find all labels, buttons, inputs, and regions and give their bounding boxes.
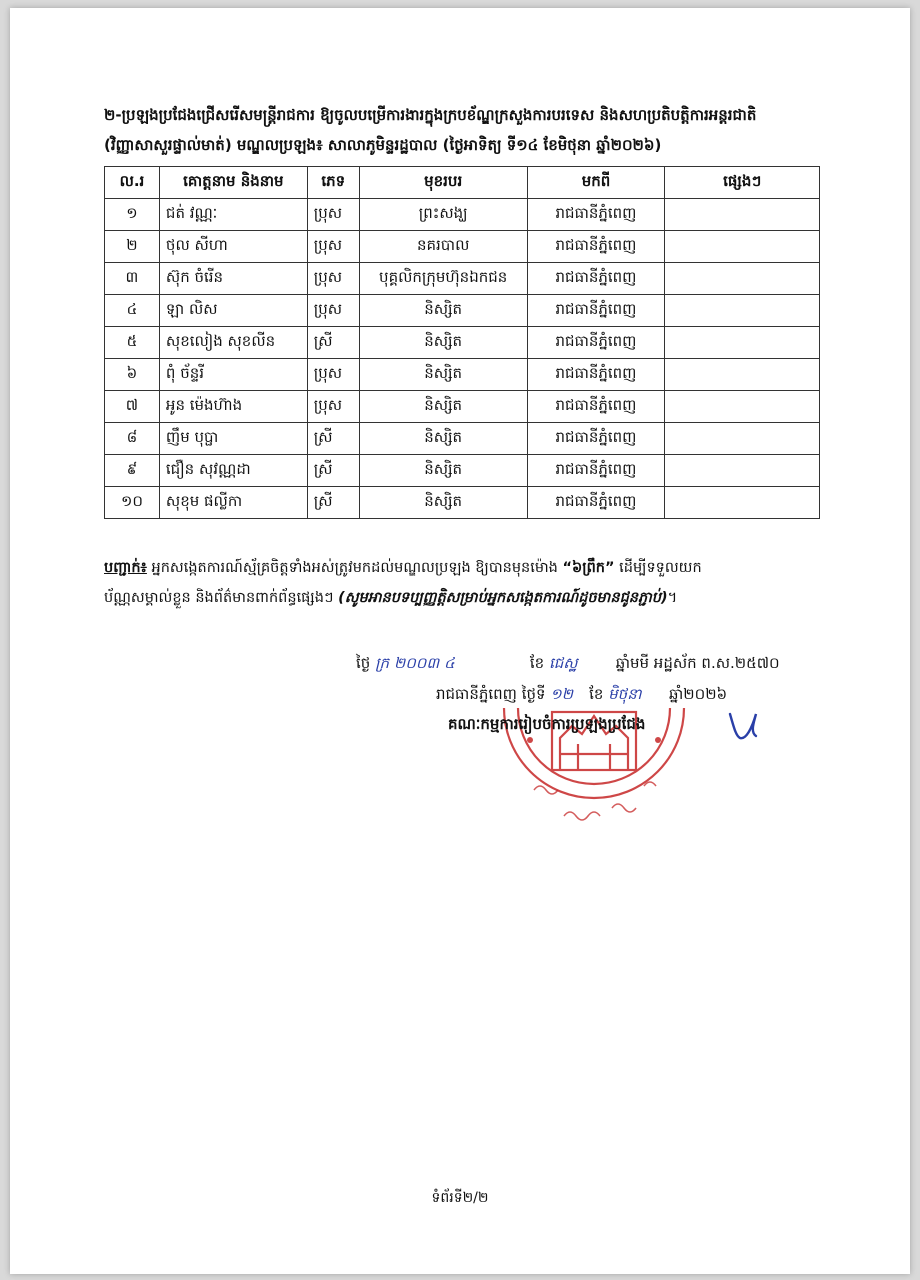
cell-name: ពុំ ច័ន្ទរី xyxy=(159,359,307,391)
handwritten-signature xyxy=(726,708,766,744)
cell-occupation: ព្រះសង្ឃ xyxy=(359,199,527,231)
cell-other xyxy=(665,423,820,455)
cell-no: ៤ xyxy=(105,295,160,327)
cell-other xyxy=(665,231,820,263)
lunar-day-label: ថ្ងៃ xyxy=(356,654,371,672)
candidate-table xyxy=(104,166,820,519)
date-year: ឆ្នាំ២០២៦ xyxy=(668,685,728,703)
cell-from: រាជធានីភ្នំពេញ xyxy=(527,391,665,423)
table-row xyxy=(105,455,820,487)
note-line2: ប័ណ្ណសម្គាល់ខ្លួន និងព័ត៌មានពាក់ព័ន្ធផ្សេងៗ xyxy=(104,590,339,606)
lunar-month-label: ខែ xyxy=(529,654,545,672)
lunar-day-handwritten: ក្រ ២០០៣ ៤ xyxy=(375,654,455,672)
document-title xyxy=(104,100,834,160)
cell-no: ៨ xyxy=(105,423,160,455)
table-row xyxy=(105,199,820,231)
cell-sex: ស្រី xyxy=(307,423,359,455)
cell-name: ជត់ វណ្ណៈ xyxy=(159,199,307,231)
date-prefix: រាជធានីភ្នំពេញ ថ្ងៃទី xyxy=(436,685,546,703)
document-page xyxy=(10,8,910,1274)
table-body xyxy=(105,199,820,519)
cell-from: រាជធានីភ្នំពេញ xyxy=(527,263,665,295)
table-row xyxy=(105,295,820,327)
cell-occupation: និស្សិត xyxy=(359,455,527,487)
cell-other xyxy=(665,359,820,391)
page-number: ទំព័រទី២/២ xyxy=(431,1190,489,1206)
cell-no: ៧ xyxy=(105,391,160,423)
cell-no: ១ xyxy=(105,199,160,231)
cell-no: ២ xyxy=(105,231,160,263)
official-stamp xyxy=(494,698,694,848)
date-month-handwritten: មិថុនា xyxy=(608,685,642,703)
solar-date-line xyxy=(436,685,727,707)
note-line2-em: (សូមអានបទប្បញ្ញត្តិសម្រាប់អ្នកសង្កេតការណ៍ដូចមានជូនភ្ជាប់) xyxy=(338,590,668,606)
cell-from: រាជធានីភ្នំពេញ xyxy=(527,231,665,263)
title-line-2: (វិញ្ញាសាសួរផ្ទាល់មាត់) មណ្ឌលប្រឡង៖ សាលាភូមិន្ទរដ្ឋបាល (ថ្ងៃអាទិត្យ ទី១៤ ខែមិថុនា ឆ្នាំ២០២៦) xyxy=(104,136,662,154)
date-month-label: ខែ xyxy=(589,685,604,703)
cell-name: ជឿន សុវណ្ណដា xyxy=(159,455,307,487)
note-time: “៦ព្រឹក” xyxy=(562,560,615,576)
cell-occupation: និស្សិត xyxy=(359,423,527,455)
cell-sex: ប្រុស xyxy=(307,391,359,423)
table-row xyxy=(105,359,820,391)
cell-no: ៩ xyxy=(105,455,160,487)
cell-other xyxy=(665,263,820,295)
cell-name: សុខុម ផល្លីកា xyxy=(159,487,307,519)
note-text-b: ដើម្បីទទួលយក xyxy=(614,560,702,576)
cell-occupation: និស្សិត xyxy=(359,295,527,327)
table-row xyxy=(105,423,820,455)
cell-name: ឡា លិស xyxy=(159,295,307,327)
lunar-date-line xyxy=(356,654,780,676)
column-header: ល.រ xyxy=(105,167,160,199)
cell-sex: ប្រុស xyxy=(307,359,359,391)
cell-other xyxy=(665,199,820,231)
cell-from: រាជធានីភ្នំពេញ xyxy=(527,359,665,391)
cell-from: រាជធានីភ្នំពេញ xyxy=(527,295,665,327)
cell-sex: ស្រី xyxy=(307,327,359,359)
lunar-year: ឆ្នាំមមី អដ្ឋស័ក ព.ស.២៥៧០ xyxy=(615,654,780,672)
cell-other xyxy=(665,327,820,359)
column-header: មកពី xyxy=(527,167,665,199)
cell-occupation: និស្សិត xyxy=(359,391,527,423)
table-row xyxy=(105,263,820,295)
table-row xyxy=(105,391,820,423)
cell-sex: ប្រុស xyxy=(307,263,359,295)
column-header: ផ្សេងៗ xyxy=(665,167,820,199)
cell-other xyxy=(665,391,820,423)
cell-from: រាជធានីភ្នំពេញ xyxy=(527,199,665,231)
cell-occupation: នគរបាល xyxy=(359,231,527,263)
cell-from: រាជធានីភ្នំពេញ xyxy=(527,327,665,359)
column-header: គោត្តនាម និងនាម xyxy=(159,167,307,199)
cell-other xyxy=(665,295,820,327)
table-header xyxy=(105,167,820,199)
cell-sex: ប្រុស xyxy=(307,295,359,327)
title-line-1: ២-ប្រឡងប្រជែងជ្រើសរើសមន្ត្រីរាជការ ឱ្យចូលបម្រើការងារក្នុងក្របខ័ណ្ឌក្រសួងការបរទេស និងសហប្រតិបត្តិការអន្តរជាតិ xyxy=(104,106,757,124)
cell-from: រាជធានីភ្នំពេញ xyxy=(527,455,665,487)
cell-no: ៦ xyxy=(105,359,160,391)
cell-name: សុខលៀង សុខលីន xyxy=(159,327,307,359)
cell-other xyxy=(665,487,820,519)
cell-occupation: និស្សិត xyxy=(359,487,527,519)
lunar-month-handwritten: ជេស្ឋ xyxy=(548,654,578,672)
note-text-a: អ្នកសង្កេតការណ៍ស្ម័គ្រចិត្តទាំងអស់ត្រូវមកដល់មណ្ឌលប្រឡង ឱ្យបានមុនម៉ោង xyxy=(146,560,563,576)
cell-name: ស៊ុក ចំរើន xyxy=(159,263,307,295)
cell-occupation: បុគ្គលិកក្រុមហ៊ុនឯកជន xyxy=(359,263,527,295)
note-paragraph xyxy=(104,553,834,613)
date-day-handwritten: ១២ xyxy=(550,685,574,703)
cell-sex: ប្រុស xyxy=(307,231,359,263)
cell-sex: ប្រុស xyxy=(307,199,359,231)
column-header: ភេទ xyxy=(307,167,359,199)
cell-from: រាជធានីភ្នំពេញ xyxy=(527,423,665,455)
note-line2-end: ។ xyxy=(667,590,678,606)
cell-no: ៣ xyxy=(105,263,160,295)
cell-name: អូន ម៉េងហ៊ាង xyxy=(159,391,307,423)
committee-name: គណៈកម្មការរៀបចំការប្រឡងប្រជែង xyxy=(448,715,646,733)
cell-occupation: និស្សិត xyxy=(359,327,527,359)
table-row xyxy=(105,487,820,519)
table-row xyxy=(105,327,820,359)
cell-sex: ស្រី xyxy=(307,455,359,487)
column-header: មុខរបរ xyxy=(359,167,527,199)
cell-sex: ស្រី xyxy=(307,487,359,519)
cell-name: ថុល សីហា xyxy=(159,231,307,263)
cell-from: រាជធានីភ្នំពេញ xyxy=(527,487,665,519)
cell-no: ១០ xyxy=(105,487,160,519)
cell-no: ៥ xyxy=(105,327,160,359)
cell-name: ញឹម បុប្ផា xyxy=(159,423,307,455)
table-header-row xyxy=(105,167,820,199)
note-label: បញ្ជាក់៖ xyxy=(104,560,147,576)
table-row xyxy=(105,231,820,263)
cell-other xyxy=(665,455,820,487)
cell-occupation: និស្សិត xyxy=(359,359,527,391)
